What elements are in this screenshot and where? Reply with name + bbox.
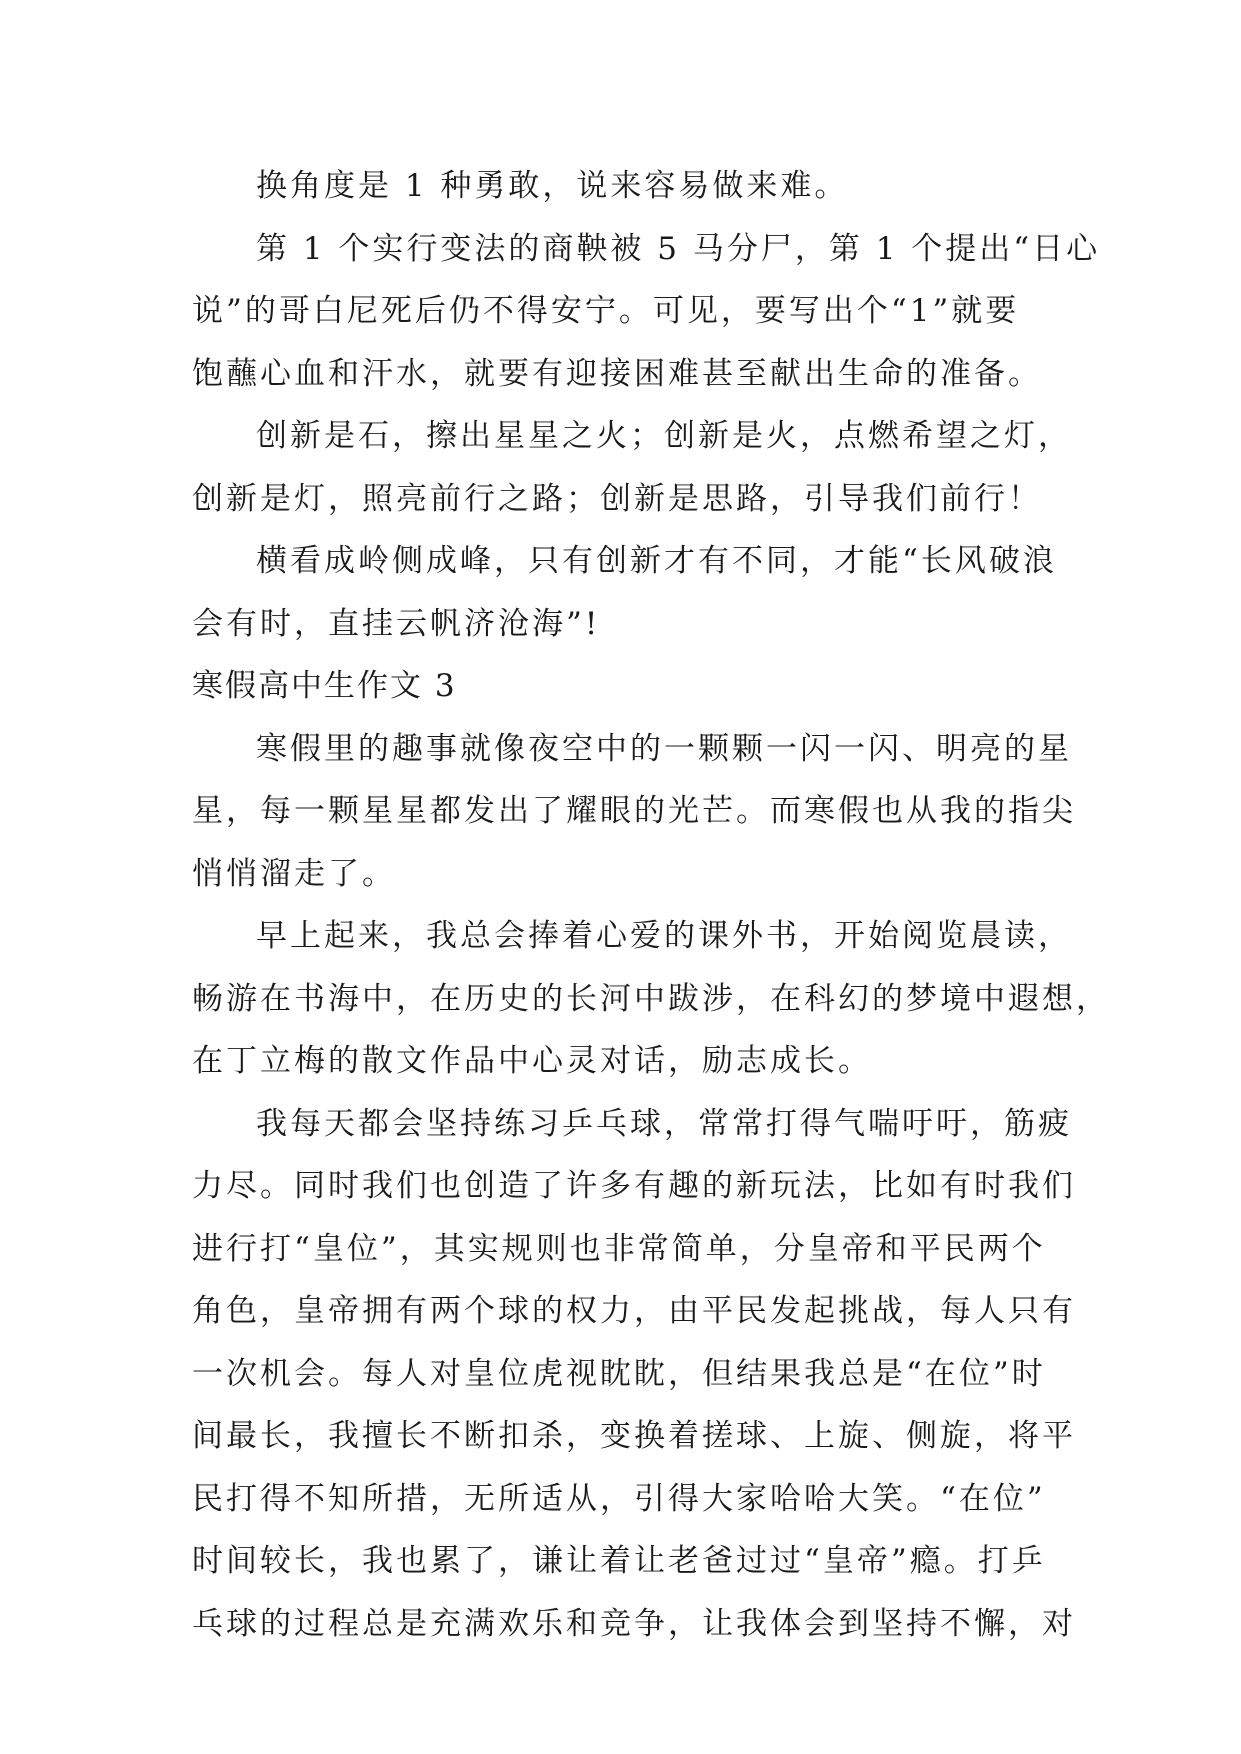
paragraph-line: 悄悄溜走了。 — [192, 855, 396, 892]
paragraph-line: 星，每一颗星星都发出了耀眼的光芒。而寒假也从我的指尖 — [192, 793, 1076, 829]
paragraph-line: 乓球的过程总是充满欢乐和竞争，让我体会到坚持不懈，对 — [192, 1605, 1076, 1642]
paragraph-line: 进行打“皇位”，其实规则也非常简单，分皇帝和平民两个 — [192, 1230, 1046, 1267]
paragraph-line: 畅游在书海中，在历史的长河中跋涉，在科幻的梦境中遐想， — [192, 980, 1110, 1017]
section-heading: 寒假高中生作文 3 — [192, 668, 457, 704]
paragraph-line: 创新是灯，照亮前行之路；创新是思路，引导我们前行！ — [192, 480, 1042, 517]
paragraph-line: 换角度是 1 种勇敢，说来容易做来难。 — [256, 168, 849, 204]
paragraph-line: 创新是石，擦出星星之火；创新是火，点燃希望之灯， — [256, 418, 1072, 454]
paragraph-line: 早上起来，我总会捧着心爱的课外书，开始阅览晨读， — [256, 918, 1072, 954]
paragraph-line: 时间较长，我也累了，谦让着让老爸过过“皇帝”瘾。打乒 — [192, 1543, 1046, 1579]
paragraph-line: 第 1 个实行变法的商鞅被 5 马分尸，第 1 个提出“日心 — [256, 230, 1101, 267]
paragraph-line: 力尽。同时我们也创造了许多有趣的新玩法，比如有时我们 — [192, 1168, 1076, 1204]
paragraph-line: 在丁立梅的散文作品中心灵对话，励志成长。 — [192, 1043, 872, 1079]
paragraph-line: 说”的哥白尼死后仍不得安宁。可见，要写出个“1”就要 — [192, 293, 1020, 329]
document-body — [192, 155, 1110, 1655]
paragraph-line: 一次机会。每人对皇位虎视眈眈，但结果我总是“在位”时 — [192, 1355, 1046, 1392]
paragraph-line: 寒假里的趣事就像夜空中的一颗颗一闪一闪、明亮的星 — [256, 730, 1072, 767]
paragraph-line: 间最长，我擅长不断扣杀，变换着搓球、上旋、侧旋，将平 — [192, 1418, 1076, 1454]
paragraph-line: 角色，皇帝拥有两个球的权力，由平民发起挑战，每人只有 — [192, 1293, 1076, 1329]
paragraph-line: 横看成岭侧成峰，只有创新才有不同，才能“长风破浪 — [256, 543, 1057, 579]
paragraph-line: 民打得不知所措，无所适从，引得大家哈哈大笑。“在位” — [192, 1480, 1046, 1517]
paragraph-line: 会有时，直挂云帆济沧海”! — [192, 605, 601, 642]
paragraph-line: 饱蘸心血和汗水，就要有迎接困难甚至献出生命的准备。 — [192, 355, 1042, 392]
paragraph-line: 我每天都会坚持练习乒乓球，常常打得气喘吁吁，筋疲 — [256, 1105, 1072, 1142]
